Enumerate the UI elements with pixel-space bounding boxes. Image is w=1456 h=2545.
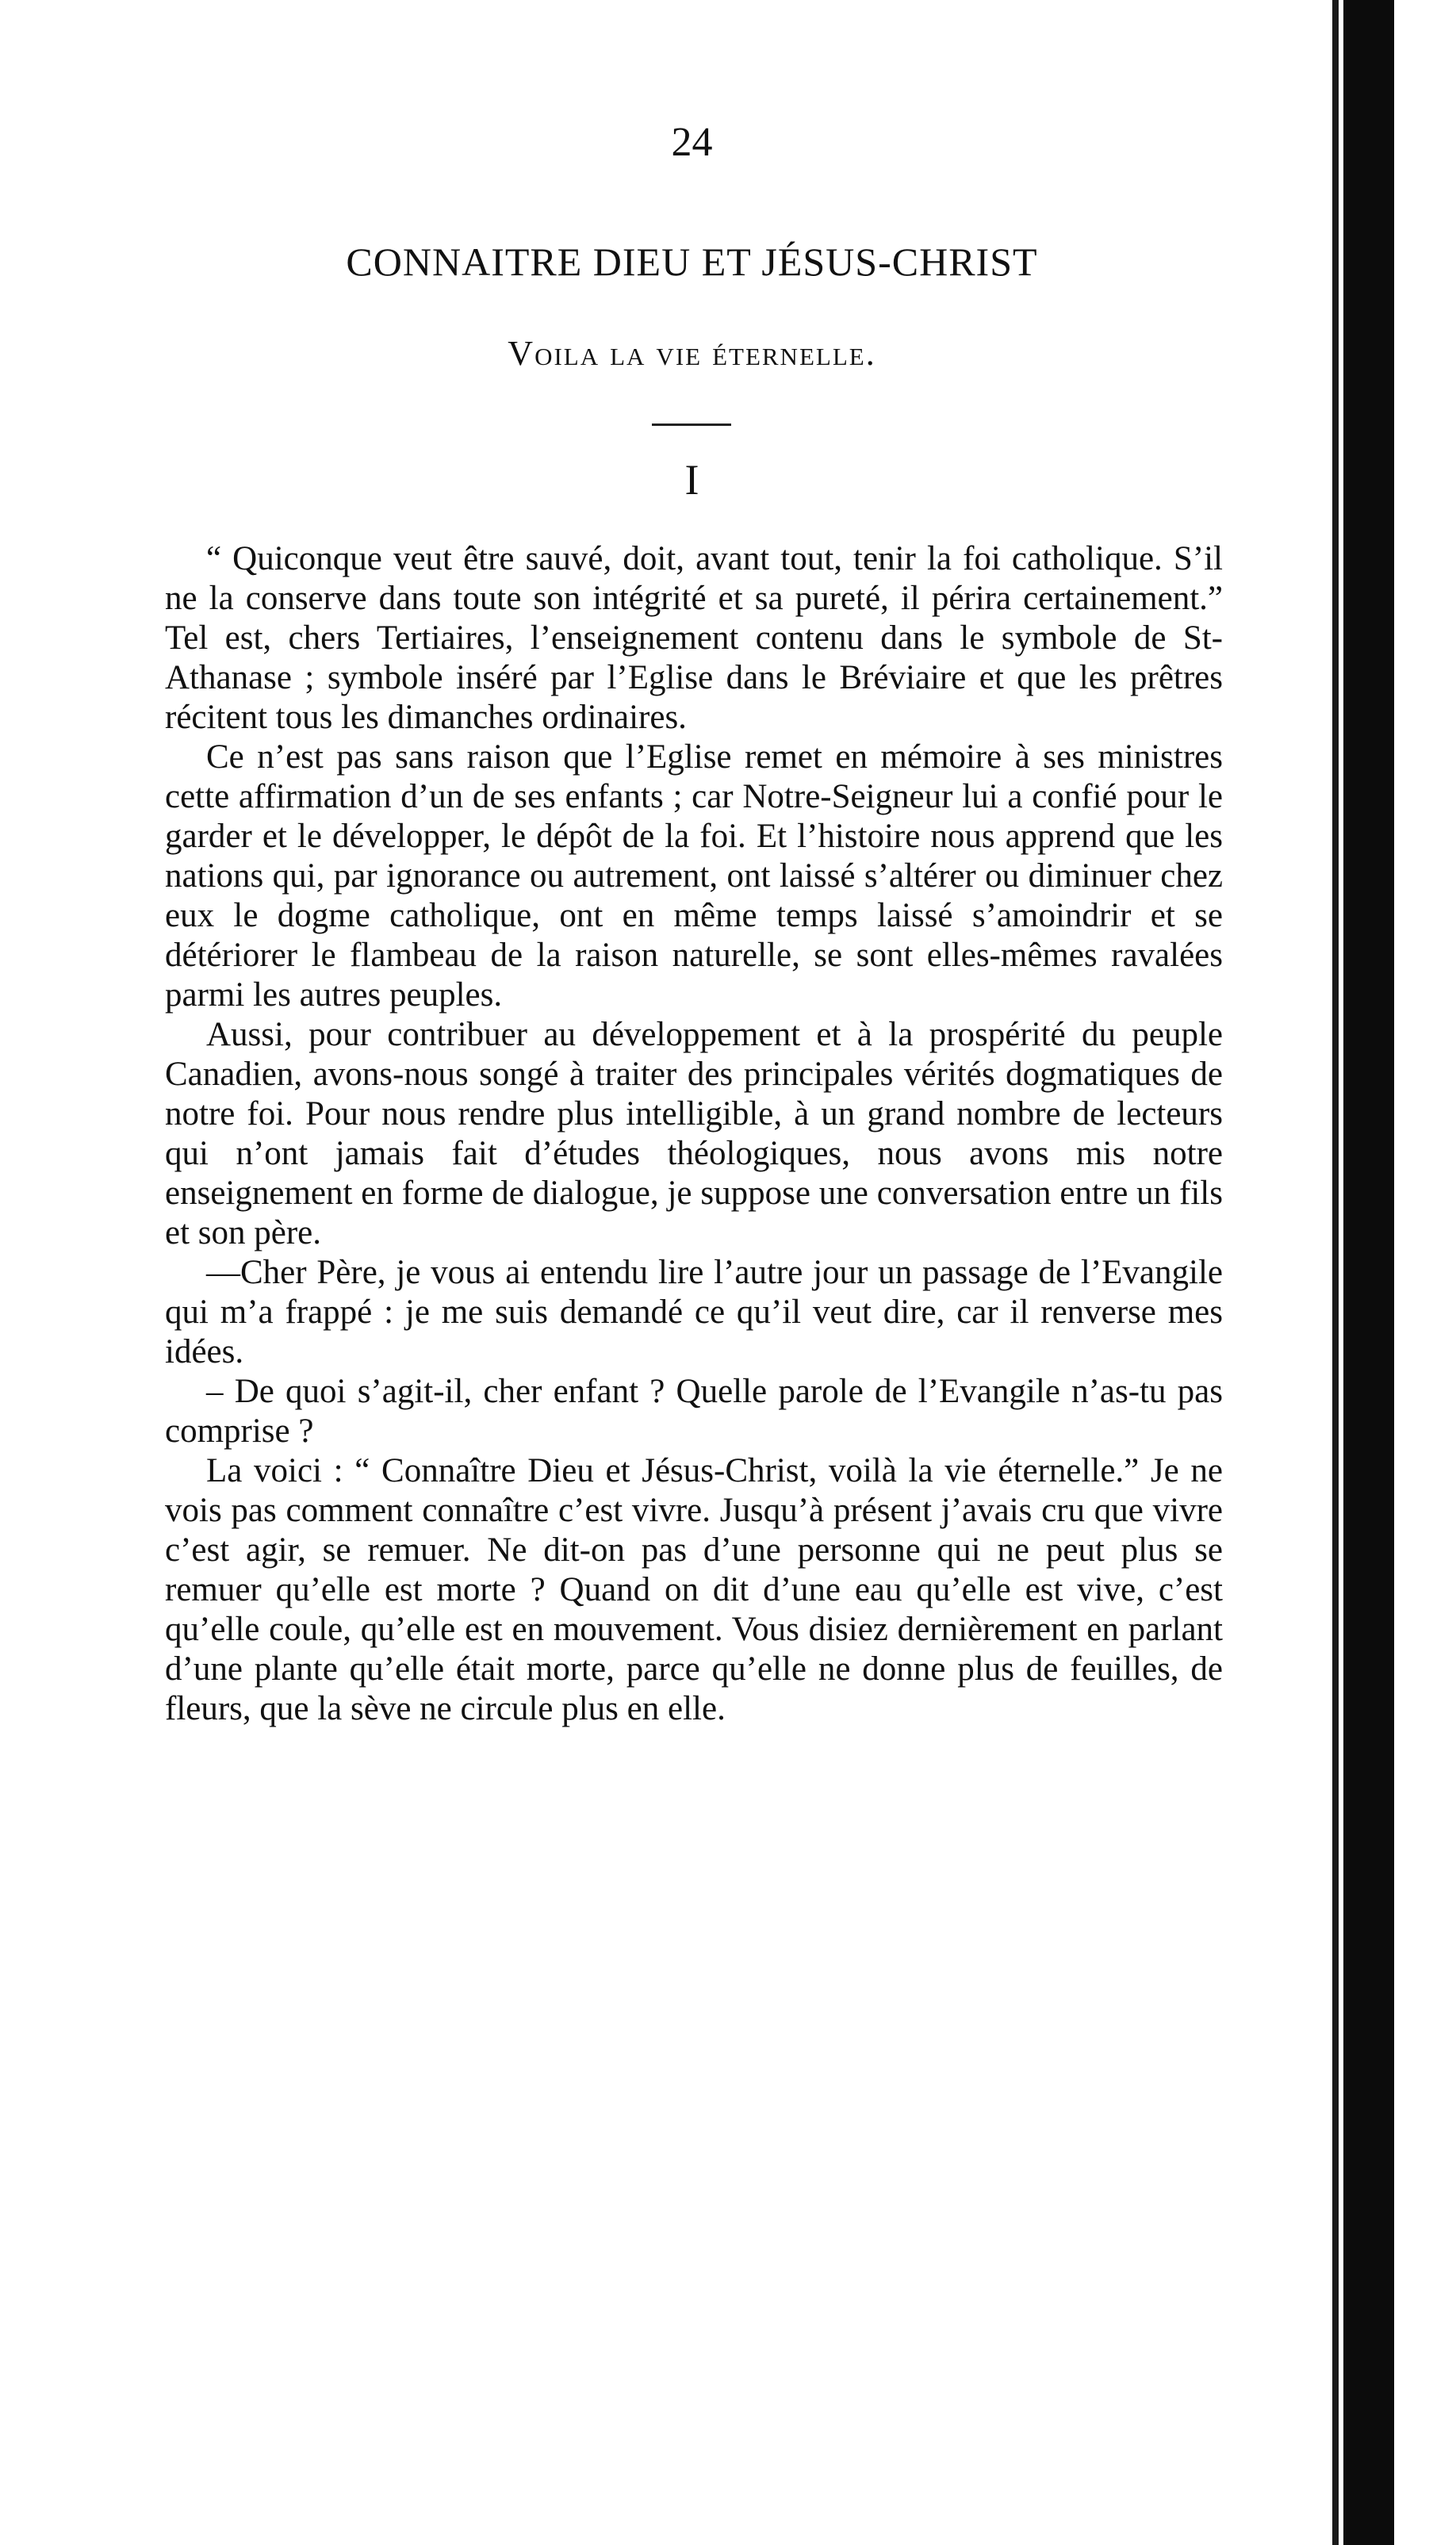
paragraph: Aussi, pour contribuer au développement et à la prospérité du peuple Canadien, avons-nous songé à traiter des principales vérités dogmatiques de notre foi. Pour nous rendre plus intelligible, à un grand nombre de lecteurs qui n’ont jamais fait d’études théologiques, nous avons mis notre enseignement en forme de dialogue, je suppose une conversation entre un fils et son père. xyxy=(165,1016,1223,1251)
paragraph: La voici : “ Connaître Dieu et Jésus-Christ, voilà la vie éternelle.” Je ne vois pas comment connaître c’est vivre. Jusqu’à présent j’avais cru que vivre c’est agir, se remuer. Ne dit-on pas d’une personne qui ne peut plus se remuer qu’elle est morte ? Quand on dit d’une eau qu’elle est vive, c’est qu’elle coule, qu’elle est en mouvement. Vous disiez dernièrement en parlant d’une plante qu’elle était morte, parce qu’elle ne donne plus de feuilles, de fleurs, que la sève ne circule plus en elle. xyxy=(165,1452,1223,1727)
section-number: I xyxy=(684,456,699,504)
title-divider xyxy=(652,424,731,426)
chapter-title: CONNAITRE DIEU ET JÉSUS-CHRIST xyxy=(346,240,1038,284)
page-number: 24 xyxy=(671,120,713,165)
paragraph: – De quoi s’agit-il, cher enfant ? Quelle parole de l’Evangile n’as-tu pas comprise ? xyxy=(165,1373,1223,1450)
scan-edge-shadow xyxy=(1343,0,1394,2545)
chapter-subtitle: Voila la vie éternelle. xyxy=(508,334,876,373)
scan-edge-line xyxy=(1332,0,1339,2545)
paragraph: “ Quiconque veut être sauvé, doit, avant tout, tenir la foi catholique. S’il ne la conserve dans toute son intégrité et sa pureté, il périra certainement.” Tel est, chers Tertiaires, l’enseignement contenu dans le symbole de St-Athanase ; symbole inséré par l’Eglise dans le Bréviaire et que les prêtres récitent tous les dimanches ordinaires. xyxy=(165,540,1223,736)
body-text xyxy=(165,539,1223,1729)
paragraph: Ce n’est pas sans raison que l’Eglise remet en mémoire à ses ministres cette affirmation d’un de ses enfants ; car Notre-Seigneur lui a confié pour le garder et le développer, le dépôt de la foi. Et l’histoire nous apprend que les nations qui, par ignorance ou autrement, ont laissé s’altérer ou diminuer chez eux le dogme catholique, ont en même temps laissé s’amoindrir et se détériorer le flambeau de la raison naturelle, se sont elles-mêmes ravalées parmi les autres peuples. xyxy=(165,738,1223,1014)
paragraph: —Cher Père, je vous ai entendu lire l’autre jour un passage de l’Evangile qui m’a frappé : je me suis demandé ce qu’il veut dire, car il renverse mes idées. xyxy=(165,1254,1223,1370)
